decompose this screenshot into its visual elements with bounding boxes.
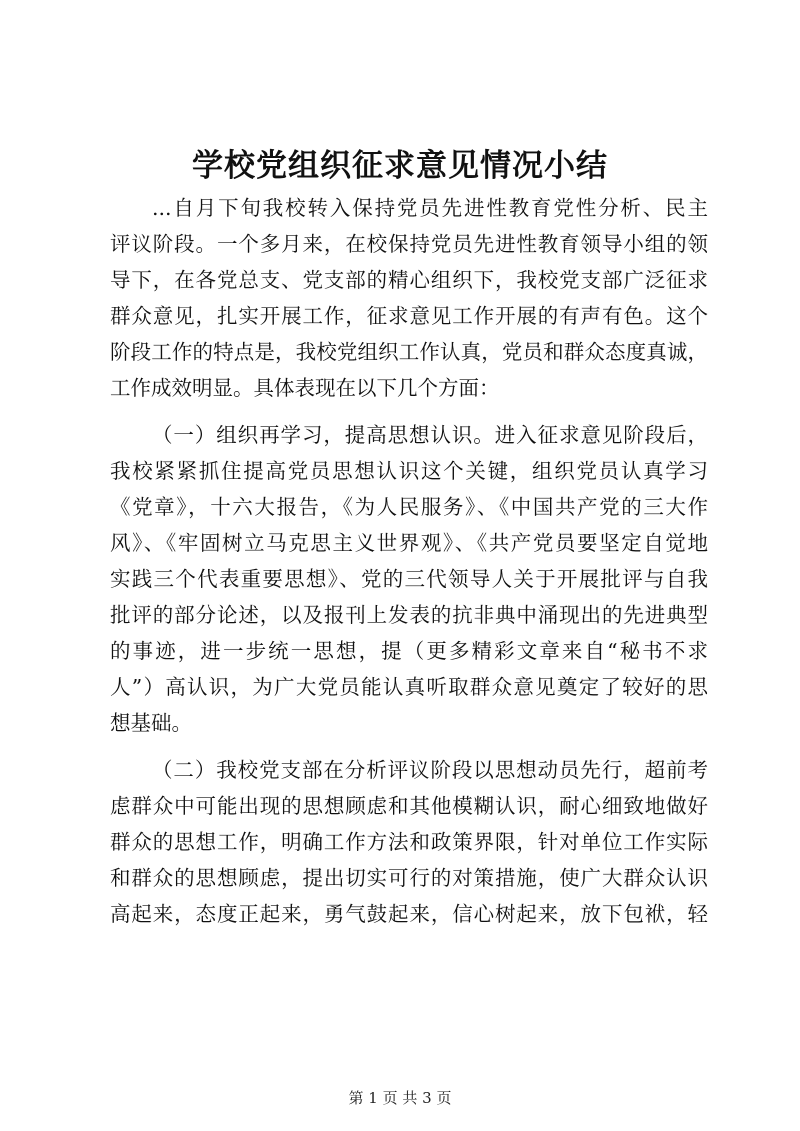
text-line: 和群众的思想顾虑，提出切实可行的对策措施，使广大群众认识 [110, 866, 708, 890]
paragraph-section-1 [110, 417, 708, 741]
text-line: 风》、《牢固树立马克思主义世界观》、《共产党员要坚定自觉地 [110, 531, 708, 555]
text-line: （一）组织再学习，提高思想认识。进入征求意见阶段后， [152, 423, 708, 447]
text-line: 人”）高认识，为广大党员能认真听取群众意见奠定了较好的思 [110, 675, 708, 699]
text-line: 虑群众中可能出现的思想顾虑和其他模糊认识，耐心细致地做好 [110, 794, 708, 818]
text-line: 群众意见，扎实开展工作，征求意见工作开展的有声有色。这个 [110, 304, 708, 328]
text-line: 群众的思想工作，明确工作方法和政策界限，针对单位工作实际 [110, 830, 708, 854]
page-number-footer: 第 1 页 共 3 页 [348, 1089, 452, 1107]
text-line: ...自月下旬我校转入保持党员先进性教育党性分析、民主 [152, 196, 708, 220]
text-line: 《党章》，十六大报告，《为人民服务》、《中国共产党的三大作 [110, 495, 708, 519]
text-line: 工作成效明显。具体表现在以下几个方面： [110, 376, 500, 400]
paragraph-intro [110, 190, 708, 406]
text-line: 实践三个代表重要思想》、党的三代领导人关于开展批评与自我 [110, 567, 708, 591]
text-line: 阶段工作的特点是，我校党组织工作认真，党员和群众态度真诚， [110, 340, 708, 364]
paragraph-section-2 [110, 752, 708, 932]
text-line: 评议阶段。一个多月来，在校保持党员先进性教育领导小组的领 [110, 232, 708, 256]
text-line: 批评的部分论述，以及报刊上发表的抗非典中涌现出的先进典型 [110, 603, 708, 627]
text-line: 我校紧紧抓住提高党员思想认识这个关键，组织党员认真学习 [110, 459, 708, 483]
document-body [110, 190, 708, 932]
text-line: 想基础。 [110, 711, 192, 735]
text-line: 导下，在各党总支、党支部的精心组织下，我校党支部广泛征求 [110, 268, 708, 292]
text-line: 的事迹，进一步统一思想，提（更多精彩文章来自“秘书不求 [110, 639, 708, 663]
document-title: 学校党组织征求意见情况小结 [192, 148, 608, 184]
text-line: （二）我校党支部在分析评议阶段以思想动员先行，超前考 [152, 758, 708, 782]
text-line: 高起来，态度正起来，勇气鼓起来，信心树起来，放下包袱，轻 [110, 902, 708, 926]
